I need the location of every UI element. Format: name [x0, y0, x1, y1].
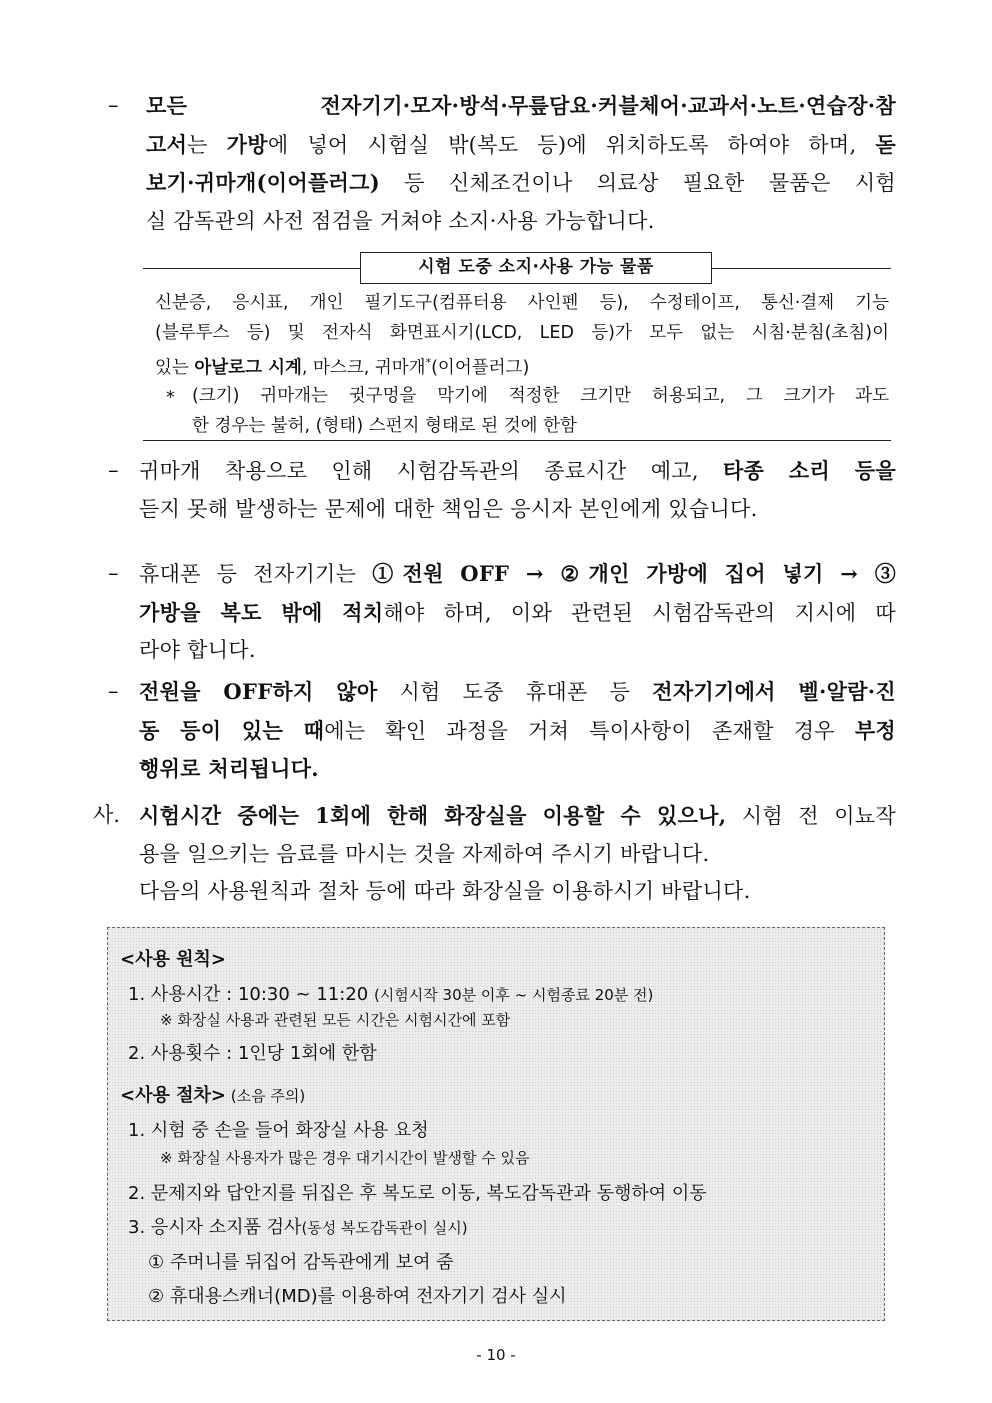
text-bold: 부정 — [854, 717, 896, 743]
usage-principles-heading: <사용 원칙> — [120, 949, 226, 970]
text: (이어플러그) — [431, 357, 530, 378]
usage-time-item — [128, 980, 653, 1006]
text-small: (동성 복도감독관이 실시) — [301, 1219, 468, 1237]
paragraph-misconduct — [139, 673, 896, 789]
text: (크기) 귀마개는 귓구멍을 막기에 적정한 크기만 허용되고, 그 크기가 과도 — [192, 386, 889, 406]
allowed-items-title: 시험 도중 소지·사용 가능 물품 — [360, 252, 712, 284]
text-bold: 전자기기에서 벨·알람·진 — [652, 679, 896, 704]
text: 에는 확인 과정을 거쳐 특이사항이 존재할 경우 — [324, 718, 855, 743]
text: 3. 응시자 소지품 검사 — [128, 1217, 302, 1238]
text: 1. 사용시간 : 10:30 ~ 11:20 — [128, 984, 374, 1005]
text-bold: ①전원 OFF → ②개인 가방에 집어 넣기 → ③ — [372, 561, 896, 586]
text-bold: 행위로 처리됩니다. — [139, 756, 319, 781]
text: 실 감독관의 사전 점검을 거쳐야 소지·사용 가능합니다. — [146, 208, 655, 233]
box-top-rule-left — [143, 268, 360, 269]
text-bold: <사용 절차> — [120, 1085, 226, 1106]
paragraph-phone-handling — [139, 555, 896, 670]
allowed-items-list — [155, 288, 889, 383]
procedure-step-1: 1. 시험 중 손을 들어 화장실 사용 요청 — [128, 1120, 429, 1141]
bullet-dash: – — [108, 93, 119, 117]
analog-watch-text: 아날로그 시계 — [194, 357, 302, 378]
text: 있는 — [155, 357, 195, 378]
procedure-step-1-note: ※ 화장실 사용자가 많은 경우 대기시간이 발생할 수 있음 — [160, 1149, 530, 1167]
paragraph-belongings — [146, 87, 896, 240]
text-bold: 가방 — [226, 131, 268, 157]
box-bottom-rule — [143, 440, 891, 441]
box-top-rule-right — [712, 268, 891, 269]
text-bold: 시험시간 중에는 1회에 한해 화장실을 이용할 수 있으나, — [139, 803, 727, 828]
text: 용을 일으키는 음료를 마시는 것을 자제하여 주시기 바랍니다. — [139, 841, 710, 866]
text-bold: 돋 — [875, 131, 896, 157]
usage-time-note: ※ 화장실 사용과 관련된 모든 시간은 시험시간에 포함 — [160, 1011, 511, 1029]
usage-procedure-heading — [120, 1081, 305, 1107]
page-number: - 10 - — [476, 1346, 516, 1364]
text: 한 경우는 불허, (형태) 스펀지 형태로 된 것에 한함 — [192, 416, 577, 436]
usage-count-item: 2. 사용횟수 : 1인당 1회에 한함 — [128, 1043, 377, 1064]
text: 귀마개 착용으로 인해 시험감독관의 종료시간 예고, — [139, 459, 723, 483]
text: 라야 합니다. — [139, 638, 256, 662]
note-mark: * — [166, 388, 175, 408]
text: 신분증, 응시표, 개인 필기도구(컴퓨터용 사인펜 등), 수정테이프, 통신·결제 기능 — [155, 293, 889, 313]
text: 에 넣어 시험실 밖(복도 등)에 위치하도록 하여야 하며, — [267, 132, 876, 157]
procedure-step-3-sub-2: ② 휴대용스캐너(MD)를 이용하여 전자기기 검사 실시 — [148, 1286, 567, 1307]
text-small: (시험시작 30분 이후 ~ 시험종료 20분 전) — [373, 986, 654, 1004]
text-small: (소음 주의) — [225, 1087, 306, 1105]
text: 듣지 못해 발생하는 문제에 대한 책임은 응시자 본인에게 있습니다. — [139, 496, 758, 521]
text-bold: 가방을 복도 밖에 적치 — [139, 599, 384, 625]
text: 다음의 사용원칙과 절차 등에 따라 화장실을 이용하시기 바랍니다. — [139, 879, 751, 903]
text-bold: 전원을 OFF하지 않아 — [139, 679, 378, 704]
bullet-dash: – — [108, 458, 119, 482]
text-bold: 보기·귀마개(이어플러그) — [146, 170, 380, 195]
text: 해야 하며, 이와 관련된 시험감독관의 지시에 따 — [383, 600, 896, 625]
procedure-step-3 — [128, 1213, 468, 1239]
text-bold: 고서 — [146, 131, 188, 157]
text: 등 신체조건이나 의료상 필요한 물품은 시험 — [379, 171, 896, 195]
footnote-mark: * — [425, 356, 432, 369]
text: 는 — [187, 132, 227, 157]
text: , 마스크, 귀마개 — [301, 357, 426, 378]
text-bold: 동 등이 있는 때 — [139, 717, 325, 743]
text: (블루투스 등) 및 전자식 화면표시기(LCD, LED 등)가 모두 없는 시침·분침(초침)이 — [155, 323, 889, 343]
earplug-note — [192, 381, 889, 441]
bullet-dash: – — [108, 679, 119, 703]
paragraph-earplug-responsibility — [139, 452, 896, 528]
bullet-dash: – — [108, 561, 119, 585]
procedure-step-2: 2. 문제지와 답안지를 뒤집은 후 복도로 이동, 복도감독관과 동행하여 이동 — [128, 1183, 707, 1204]
text: 시험 도중 휴대폰 등 — [377, 680, 653, 704]
section-marker: 사. — [93, 803, 120, 827]
text: 휴대폰 등 전자기기는 — [139, 562, 373, 586]
prohibited-items-text: 모든 전자기기·모자·방석·무릎담요·커블체어·교과서·노트·연습장·참 — [146, 93, 896, 118]
paragraph-restroom — [139, 797, 896, 911]
procedure-step-3-sub-1: ① 주머니를 뒤집어 감독관에게 보여 줌 — [148, 1252, 454, 1273]
text-bold: 타종 소리 등을 — [722, 458, 896, 483]
text: 시험 전 이뇨작 — [726, 804, 896, 828]
